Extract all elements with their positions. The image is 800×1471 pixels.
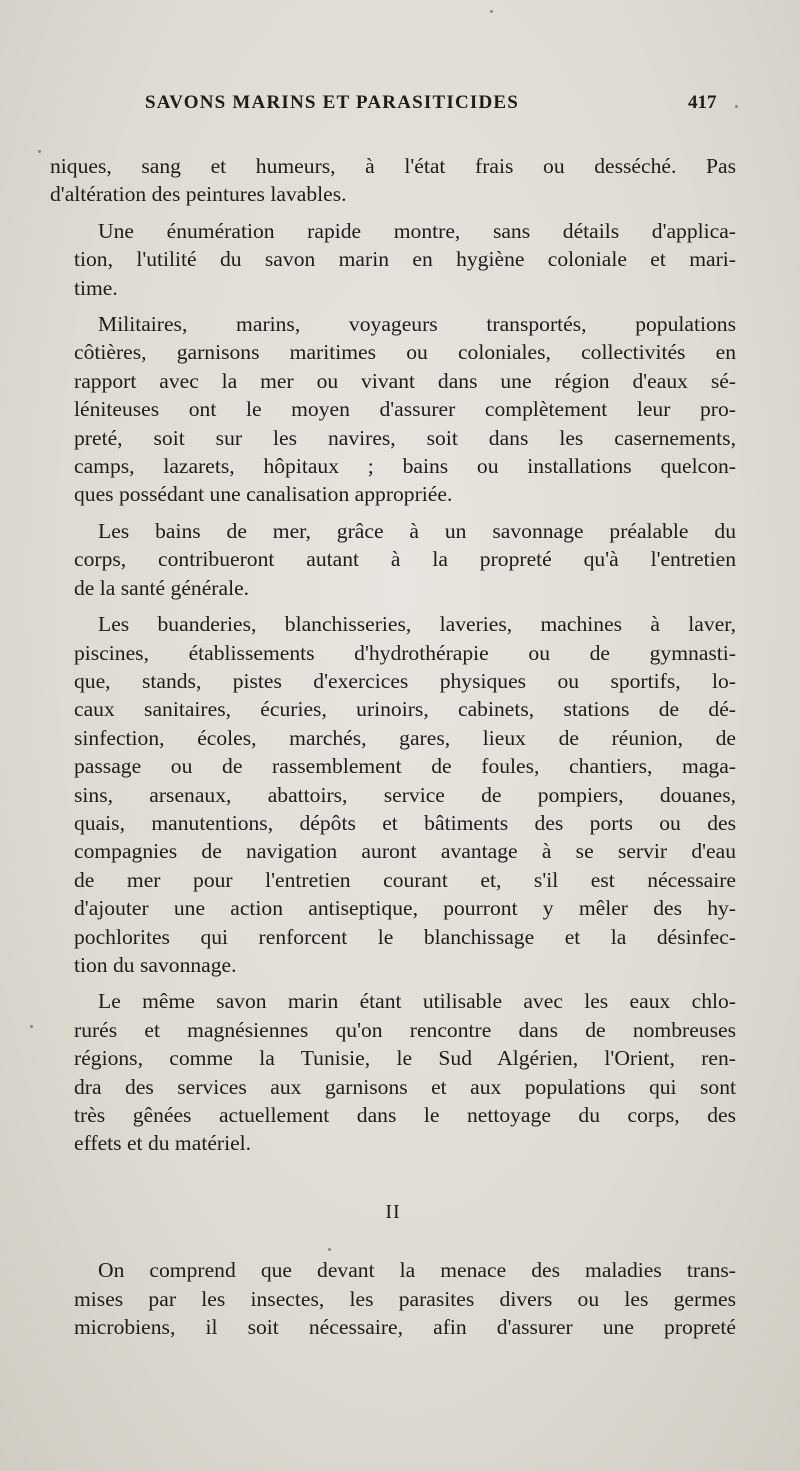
text-line: passage ou de rassemblement de foules, chantiers, maga- xyxy=(74,754,736,779)
paragraph-bains-de-mer xyxy=(50,517,736,602)
text-line: piscines, établissements d'hydrothérapie ou de gymnasti- xyxy=(74,640,736,665)
text-line: sins, arsenaux, abattoirs, service de pompiers, douanes, xyxy=(74,782,736,807)
text-line: Les buanderies, blanchisseries, laveries, machines à laver, xyxy=(98,612,736,637)
text-line: rurés et magnésiennes qu'on rencontre dans de nombreuses xyxy=(74,1017,736,1042)
text-line: tion du savonnage. xyxy=(74,952,237,977)
text-line: léniteuses ont le moyen d'assurer complètement leur pro- xyxy=(74,397,736,422)
text-line: très gênées actuellement dans le nettoyage du corps, des xyxy=(74,1103,736,1127)
text-line: côtières, garnisons maritimes ou coloniales, collectivités en xyxy=(74,340,736,365)
text-line: preté, soit sur les navires, soit dans les casernements, xyxy=(74,425,736,450)
text-line: corps, contribueront autant à la propreté qu'à l'entretien xyxy=(74,547,736,572)
text-line: régions, comme la Tunisie, le Sud Algérien, l'Orient, ren- xyxy=(74,1046,736,1071)
text-line: de mer pour l'entretien courant et, s'il est nécessaire xyxy=(74,867,736,892)
paragraph-enumeration xyxy=(50,217,736,302)
text-line: de la santé générale. xyxy=(74,575,250,600)
text-line: compagnies de navigation auront avantage à se servir d'eau xyxy=(74,839,736,864)
paragraph-savon-marin xyxy=(50,987,736,1157)
text-line: microbiens, il soit nécessaire, afin d'assurer une propreté xyxy=(74,1315,736,1340)
paragraph-on-comprend xyxy=(50,1256,736,1341)
text-line: que, stands, pistes d'exercices physiques ou sportifs, lo- xyxy=(74,668,736,693)
text-line: d'ajouter une action antiseptique, pourront y mêler des hy- xyxy=(74,896,736,921)
text-line: ques possédant une canalisation appropriée. xyxy=(74,482,453,507)
text-line: niques, sang et humeurs, à l'état frais ou desséché. Pas xyxy=(50,154,736,178)
text-line: Militaires, marins, voyageurs transportés, populations xyxy=(98,312,736,337)
text-line: rapport avec la mer ou vivant dans une région d'eaux sé- xyxy=(74,368,736,393)
text-line: pochlorites qui renforcent le blanchissage et la désinfec- xyxy=(74,924,736,949)
paragraph-militaires xyxy=(50,310,736,509)
running-title: SAVONS MARINS ET PARASITICIDES xyxy=(145,92,520,113)
scan-speck xyxy=(490,10,493,13)
scan-speck xyxy=(38,150,41,153)
text-line: sinfection, écoles, marchés, gares, lieux de réunion, de xyxy=(74,725,736,750)
text-line: On comprend que devant la menace des maladies trans- xyxy=(98,1258,736,1283)
text-line: d'altération des peintures lavables. xyxy=(50,182,347,207)
section-numeral: II xyxy=(385,1200,401,1223)
scan-speck xyxy=(328,1248,331,1251)
text-line: camps, lazarets, hôpitaux ; bains ou installations quelcon- xyxy=(74,454,736,479)
text-line: Une énumération rapide montre, sans détails d'applica- xyxy=(98,218,736,243)
scan-speck xyxy=(30,1025,33,1028)
text-line: caux sanitaires, écuries, urinoirs, cabinets, stations de dé- xyxy=(74,697,736,722)
scan-speck xyxy=(735,105,738,108)
text-line: tion, l'utilité du savon marin en hygiène coloniale et mari- xyxy=(74,247,736,272)
page-number: 417 xyxy=(688,92,717,113)
page-header xyxy=(0,92,800,122)
text-line: effets et du matériel. xyxy=(74,1131,252,1156)
text-line: mises par les insectes, les parasites divers ou les germes xyxy=(74,1286,736,1311)
text-line: quais, manutentions, dépôts et bâtiments des ports ou des xyxy=(74,810,736,835)
text-line: time. xyxy=(74,275,118,300)
text-line: dra des services aux garnisons et aux populations qui sont xyxy=(74,1074,736,1099)
text-line: Les bains de mer, grâce à un savonnage préalable du xyxy=(98,518,736,543)
body-text xyxy=(50,152,736,1349)
paragraph-buanderies xyxy=(50,610,736,979)
paragraph-continued xyxy=(50,152,736,209)
text-line: Le même savon marin étant utilisable avec les eaux chlo- xyxy=(98,989,736,1014)
